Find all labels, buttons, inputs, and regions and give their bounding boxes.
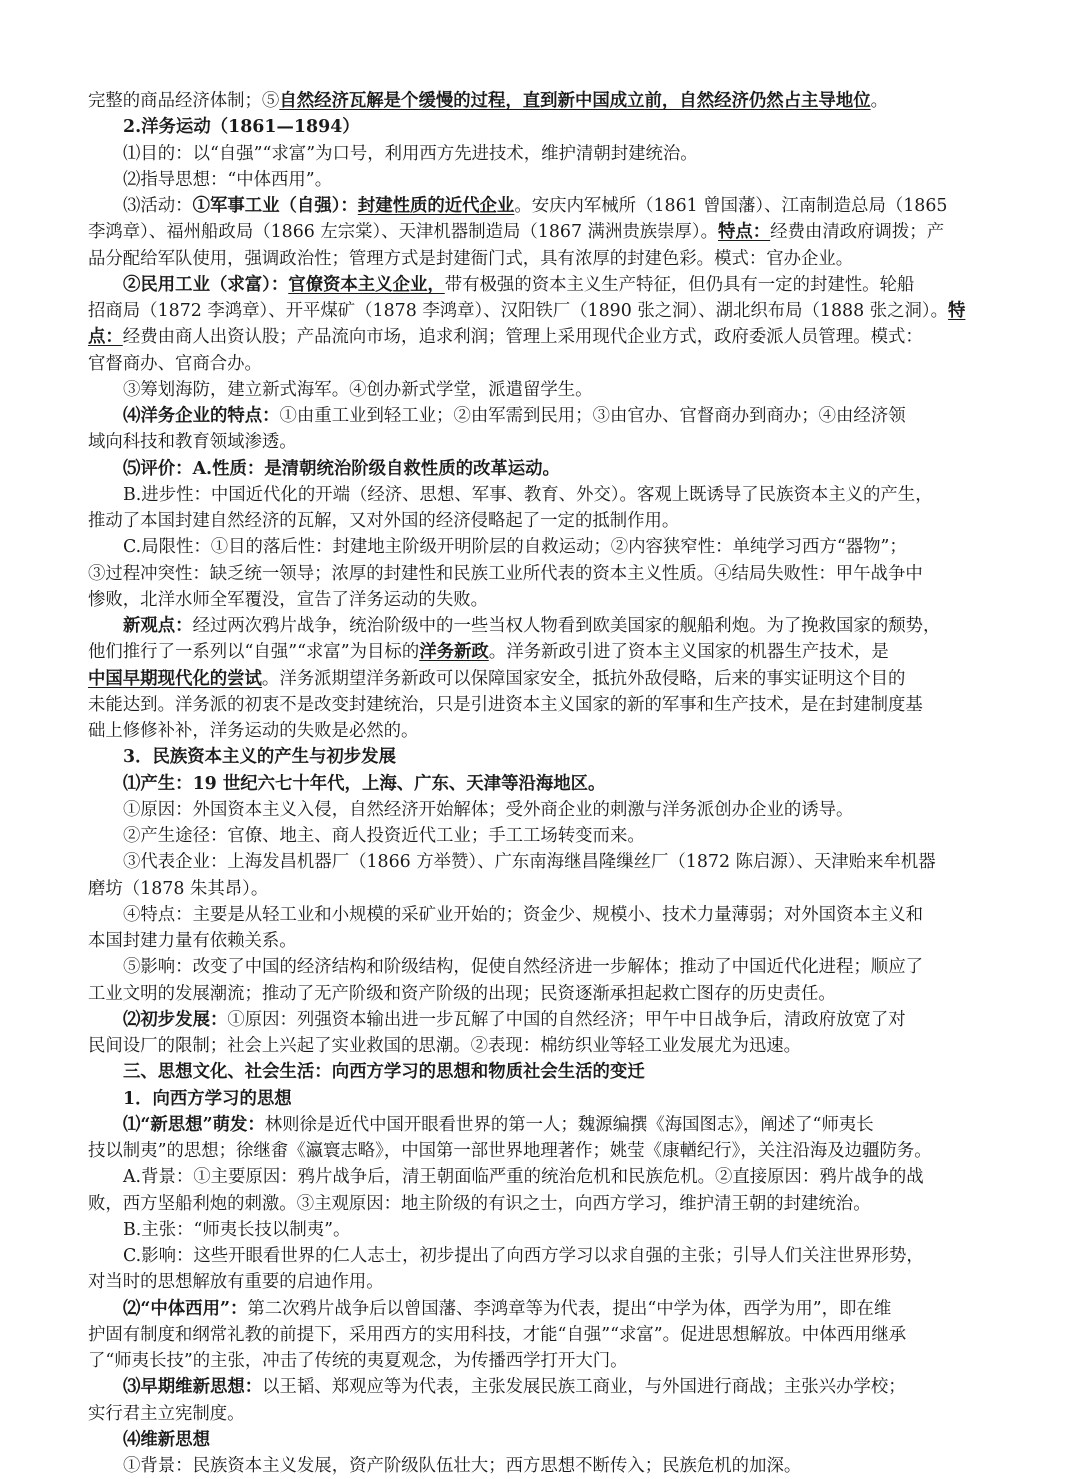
text-run: 。安庆内军械所（1861 曾国藩）、江南制造总局（1865: [514, 196, 948, 216]
text-run: 磨坊（1878 朱其昂）。: [88, 878, 269, 899]
bold-text: ⑴产生：19 世纪六七十年代，上海、广东、天津等沿海地区。: [123, 773, 606, 794]
text-run: 招商局（1872 李鸿章）、开平煤矿（1878 李鸿章）、汉阳铁厂（1890 张之洞）、湖北织布局（1888 张之洞）。: [88, 301, 948, 321]
text-line: [88, 324, 992, 350]
bold-text: 新观点：: [123, 616, 193, 636]
text-line: [88, 639, 992, 665]
text-line: [88, 613, 992, 639]
text-line: [88, 1322, 992, 1348]
text-line: [88, 141, 992, 167]
text-run: ③过程冲突性：缺乏统一领导；浓厚的封建性和民族工业所代表的资本主义性质。④结局失败性：甲午战争中: [88, 563, 923, 584]
text-line: [88, 298, 992, 324]
text-line: [88, 902, 992, 928]
text-line: [88, 1112, 992, 1138]
text-run: ①原因：外国资本主义入侵，自然经济开始解体；受外商企业的刺激与洋务派创办企业的诱导。: [123, 799, 854, 820]
text-run: 对当时的思想解放有重要的启迪作用。: [88, 1272, 384, 1293]
text-line: [88, 1138, 992, 1164]
text-run: ③代表企业：上海发昌机器厂（1866 方举赞）、广东南海继昌隆缫丝厂（1872 陈启源）、天津贻来牟机器: [123, 852, 936, 873]
text-line: [88, 1348, 992, 1374]
text-line: [88, 351, 992, 377]
text-line: [88, 219, 992, 245]
text-line: [88, 1374, 992, 1400]
text-line: [88, 88, 992, 114]
key-term-underlined: 中国早期现代化的尝试: [88, 668, 262, 689]
text-run: 品分配给军队使用，强调政治性；管理方式是封建衙门式，具有浓厚的封建色彩。模式：官办企业。: [88, 248, 854, 269]
text-run: ④特点：主要是从轻工业和小规模的采矿业开始的；资金少、规模小、技术力量薄弱；对外国资本主义和: [123, 904, 923, 925]
text-line: [88, 1453, 992, 1479]
text-run: A.背景：①主要原因：鸦片战争后，清王朝面临严重的统治危机和民族危机。②直接原因：鸦片战争的战: [123, 1167, 924, 1188]
text-line: [88, 377, 992, 403]
bold-text: ⑵“中体西用”：: [123, 1298, 248, 1319]
text-line: [88, 508, 992, 534]
text-line: [88, 482, 992, 508]
text-run: 未能达到。洋务派的初衷不是改变封建统治，只是引进资本主义国家的新的军事和生产技术，是在封建制度基: [88, 694, 923, 715]
text-run: 他们推行了一系列以“自强”“求富”为目标的: [88, 642, 420, 663]
text-line: [88, 246, 992, 272]
text-run: 完整的商品经济体制；⑤: [88, 91, 280, 111]
key-term-underlined: 官僚资本主义企业，: [288, 274, 445, 295]
bold-text: 2.洋务运动（1861—1894）: [123, 117, 360, 138]
text-line: [88, 981, 992, 1007]
bold-text: ⑶早期维新思想：: [123, 1377, 263, 1398]
text-run: 础上修修补补，洋务运动的失败是必然的。: [88, 721, 419, 741]
text-line: [88, 1427, 992, 1453]
bold-text: ⑷洋务企业的特点：: [123, 406, 280, 426]
text-line: [88, 744, 992, 770]
text-run: 了“师夷长技”的主张，冲击了传统的夷夏观念，为传播西学打开大门。: [88, 1351, 628, 1371]
text-line: [88, 692, 992, 718]
bold-text: ⑷维新思想: [123, 1429, 210, 1450]
text-line: [88, 429, 992, 455]
text-run: 护固有制度和纲常礼教的前提下，采用西方的实用科技，才能“自强”“求富”。促进思想解放。中体西用继承: [88, 1324, 907, 1345]
text-line: [88, 1164, 992, 1190]
text-run: 经费由清政府调拨；产: [770, 222, 945, 243]
text-run: ⑴目的：以“自强”“求富”为口号，利用西方先进技术，维护清朝封建统治。: [123, 143, 698, 164]
text-run: ①原因：列强资本输出进一步瓦解了中国的自然经济；甲午中日战争后，清政府放宽了对: [227, 1009, 906, 1030]
text-line: [88, 1296, 992, 1322]
text-line: [88, 167, 992, 193]
text-line: [88, 1217, 992, 1243]
text-line: [88, 954, 992, 980]
text-run: ②产生途径：官僚、地主、商人投资近代工业；手工工场转变而来。: [123, 826, 645, 846]
text-run: 李鸿章）、福州船政局（1866 左宗棠）、天津机器制造局（1867 满洲贵族崇厚）。: [88, 222, 718, 243]
text-run: 林则徐是近代中国开眼看世界的第一人；魏源编撰《海国图志》，阐述了“师夷长: [264, 1114, 874, 1135]
text-run: 惨败，北洋水师全军覆没，宣告了洋务运动的失败。: [88, 589, 488, 610]
text-line: [88, 1191, 992, 1217]
text-line: [88, 1059, 992, 1085]
key-term-underlined: 点：: [88, 327, 123, 348]
bold-text: ②民用工业（求富）：: [123, 274, 289, 295]
text-run: 民间设厂的限制；社会上兴起了实业救国的思潮。②表现：棉纺织业等轻工业发展尤为迅速。: [88, 1036, 802, 1056]
text-run: 经过两次鸦片战争，统治阶级中的一些当权人物看到欧美国家的舰船利炮。为了挽救国家的颓势，: [192, 616, 941, 636]
text-run: 。洋务新政引进了资本主义国家的机器生产技术，是: [488, 642, 889, 663]
text-run: 推动了本国封建自然经济的瓦解，又对外国的经济侵略起了一定的抵制作用。: [88, 511, 680, 531]
text-line: [88, 561, 992, 587]
text-run: 带有极强的资本主义生产特征，但仍具有一定的封建性。轮船: [444, 274, 915, 295]
text-line: [88, 876, 992, 902]
text-line: [88, 797, 992, 823]
key-term-underlined: 洋务新政: [419, 642, 489, 663]
text-run: ⑵指导思想：“中体西用”。: [123, 169, 333, 190]
key-term-underlined: 自然经济瓦解是个缓慢的过程，直到新中国成立前，自然经济仍然占主导地位: [279, 91, 871, 111]
text-line: [88, 114, 992, 140]
text-run: 败，西方坚船利炮的刺激。③主观原因：地主阶级的有识之士，向西方学习，维护清王朝的封建统治。: [88, 1193, 871, 1214]
text-run: B.主张：“师夷长技以制夷”。: [123, 1219, 351, 1240]
text-run: 。洋务派期望洋务新政可以保障国家安全，抵抗外敌侵略，后来的事实证明这个目的: [261, 668, 906, 689]
text-run: 官督商办、官商合办。: [88, 353, 262, 374]
bold-text: ⑵初步发展：: [123, 1009, 228, 1030]
bold-text: 三、思想文化、社会生活：向西方学习的思想和物质社会生活的变迁: [123, 1062, 645, 1083]
text-run: 经费由商人出资认股；产品流向市场，追求利润；管理上采用现代企业方式，政府委派人员管理。模式：: [122, 327, 923, 348]
text-run: ③筹划海防，建立新式海军。④创办新式学堂，派遣留学生。: [123, 379, 593, 400]
key-term-underlined: 封建性质的近代企业: [357, 196, 515, 216]
text-line: [88, 849, 992, 875]
text-line: [88, 403, 992, 429]
text-run: 技以制夷”的思想；徐继畬《瀛寰志略》，中国第一部世界地理著作；姚莹《康輶纪行》，关注沿海及边疆防务。: [88, 1141, 932, 1161]
text-run: 域向科技和教育领域渗透。: [88, 432, 297, 453]
text-line: [88, 1007, 992, 1033]
bold-text: ⑴“新思想”萌发：: [123, 1114, 265, 1135]
text-run: 本国封建力量有依赖关系。: [88, 931, 297, 951]
key-term-underlined: 特: [947, 301, 966, 321]
text-line: [88, 1401, 992, 1427]
text-line: [88, 823, 992, 849]
text-line: [88, 456, 992, 482]
text-line: [88, 193, 992, 219]
text-line: [88, 1243, 992, 1269]
text-line: [88, 272, 992, 298]
bold-text: ⑸评价：A.性质：是清朝统治阶级自救性质的改革运动。: [123, 458, 560, 479]
text-run: C.局限性：①目的落后性：封建地主阶级开明阶层的自救运动；②内容狭窄性：单纯学习西方“器物”；: [123, 537, 907, 558]
text-run: ⑶活动：: [123, 196, 193, 216]
text-line: [88, 1086, 992, 1112]
text-run: C.影响：这些开眼看世界的仁人志士，初步提出了向西方学习以求自强的主张；引导人们关注世界形势，: [123, 1246, 924, 1266]
text-run: 以王韬、郑观应等为代表，主张发展民族工商业，与外国进行商战；主张兴办学校；: [262, 1377, 906, 1398]
text-run: 工业文明的发展潮流；推动了无产阶级和资产阶级的出现；民资逐渐承担起救亡图存的历史责任。: [88, 983, 836, 1004]
bold-text: ①军事工业（自强）：: [192, 196, 358, 216]
text-line: [88, 718, 992, 744]
text-line: [88, 1269, 992, 1295]
key-term-underlined: 特点：: [717, 222, 771, 243]
text-run: ①由重工业到轻工业；②由军需到民用；③由官办、官督商办到商办；④由经济领: [279, 406, 906, 426]
bold-text: 3．民族资本主义的产生与初步发展: [123, 747, 396, 768]
text-line: [88, 534, 992, 560]
text-run: B.进步性：中国近代化的开端（经济、思想、军事、教育、外交）。客观上既诱导了民族资本主义的产生，: [123, 484, 933, 505]
text-run: ①背景：民族资本主义发展，资产阶级队伍壮大；西方思想不断传入；民族危机的加深。: [123, 1456, 802, 1476]
text-run: 第二次鸦片战争后以曾国藩、李鸿章等为代表，提出“中学为体，西学为用”，即在维: [247, 1298, 892, 1319]
text-run: 实行君主立宪制度。: [88, 1403, 245, 1424]
text-run: 。: [870, 91, 889, 111]
text-line: [88, 928, 992, 954]
text-line: [88, 771, 992, 797]
text-line: [88, 587, 992, 613]
text-line: [88, 1033, 992, 1059]
text-run: ⑤影响：改变了中国的经济结构和阶级结构，促使自然经济进一步解体；推动了中国近代化进程；顺应了: [123, 957, 923, 978]
text-line: [88, 666, 992, 692]
bold-text: 1．向西方学习的思想: [123, 1088, 292, 1109]
